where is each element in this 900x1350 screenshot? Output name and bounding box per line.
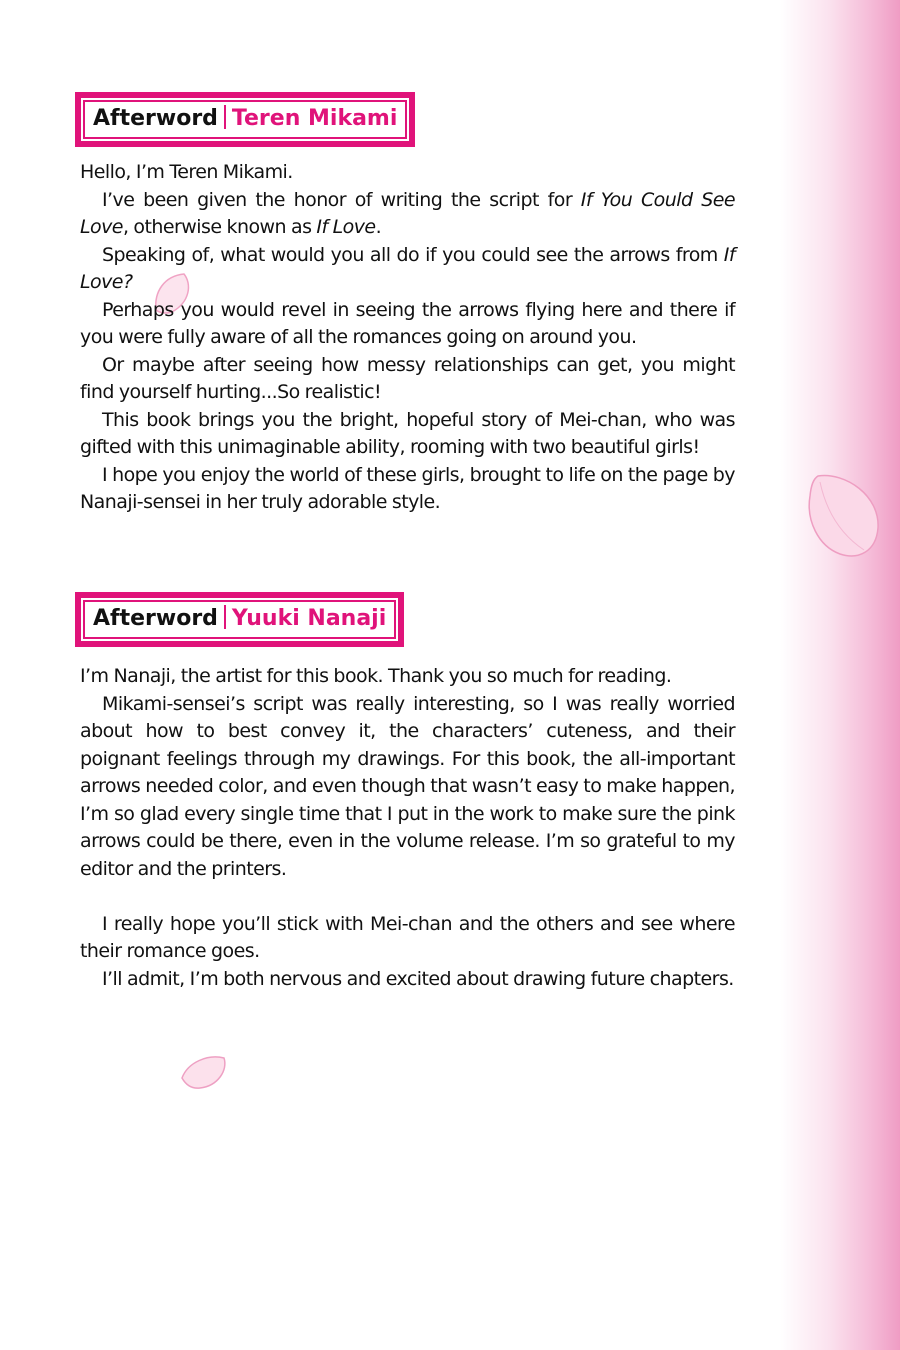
paragraph: Mikami-sensei’s script was really interesting, so I was really worried about how to best convey it, the characters’ cuteness, and their poignant feelings through my drawings. For this book, the all-important arrows needed color, and even though that wasn’t easy to make happen, I’m so glad every single time that I put in the work to make sure the pink arrows could be there, even in the volume release. I’m so grateful to my editor and the printers. [80, 692, 735, 880]
paragraph: I hope you enjoy the world of these girls, brought to life on the page by Nanaji-sensei in her truly adorable style. [80, 463, 735, 513]
petal-decoration-icon [178, 1052, 230, 1092]
paragraph: I’m Nanaji, the artist for this book. Thank you so much for reading. [80, 665, 672, 687]
heading-divider [224, 605, 226, 629]
pink-gradient-edge [780, 0, 900, 1350]
heading-author: Teren Mikami [231, 106, 398, 131]
afterword-nanaji-heading [75, 592, 404, 647]
paragraph: Perhaps you would revel in seeing the arrows flying here and there if you were fully aware of all the romances going on around you. [80, 298, 735, 348]
petal-decoration-icon [800, 470, 884, 564]
paragraph: This book brings you the bright, hopeful story of Mei-chan, who was gifted with this unimaginable ability, rooming with two beautiful girls! [80, 408, 735, 458]
heading-divider [224, 105, 226, 129]
paragraph: I really hope you’ll stick with Mei-chan and the others and see where their romance goes. [80, 912, 735, 962]
afterword-nanaji-body [80, 663, 735, 993]
paragraph: I’ve been given the honor of writing the script for If You Could See Love, otherwise known as If Love. [80, 188, 735, 238]
heading-author: Yuuki Nanaji [231, 606, 387, 631]
afterword-mikami-body [80, 159, 735, 517]
paragraph: Speaking of, what would you all do if you could see the arrows from If Love? [80, 243, 735, 293]
paragraph: Hello, I’m Teren Mikami. [80, 161, 293, 183]
heading-label: Afterword [93, 106, 218, 131]
book-title-short: If Love? [80, 243, 735, 293]
afterword-mikami-heading [75, 92, 415, 147]
book-title: If You Could See Love [80, 188, 735, 238]
paragraph: Or maybe after seeing how messy relationships can get, you might find yourself hurting...So realistic! [80, 353, 735, 403]
heading-label: Afterword [93, 606, 218, 631]
paragraph: I’ll admit, I’m both nervous and excited about drawing future chapters. [102, 967, 734, 990]
book-title-short: If Love [316, 216, 376, 238]
